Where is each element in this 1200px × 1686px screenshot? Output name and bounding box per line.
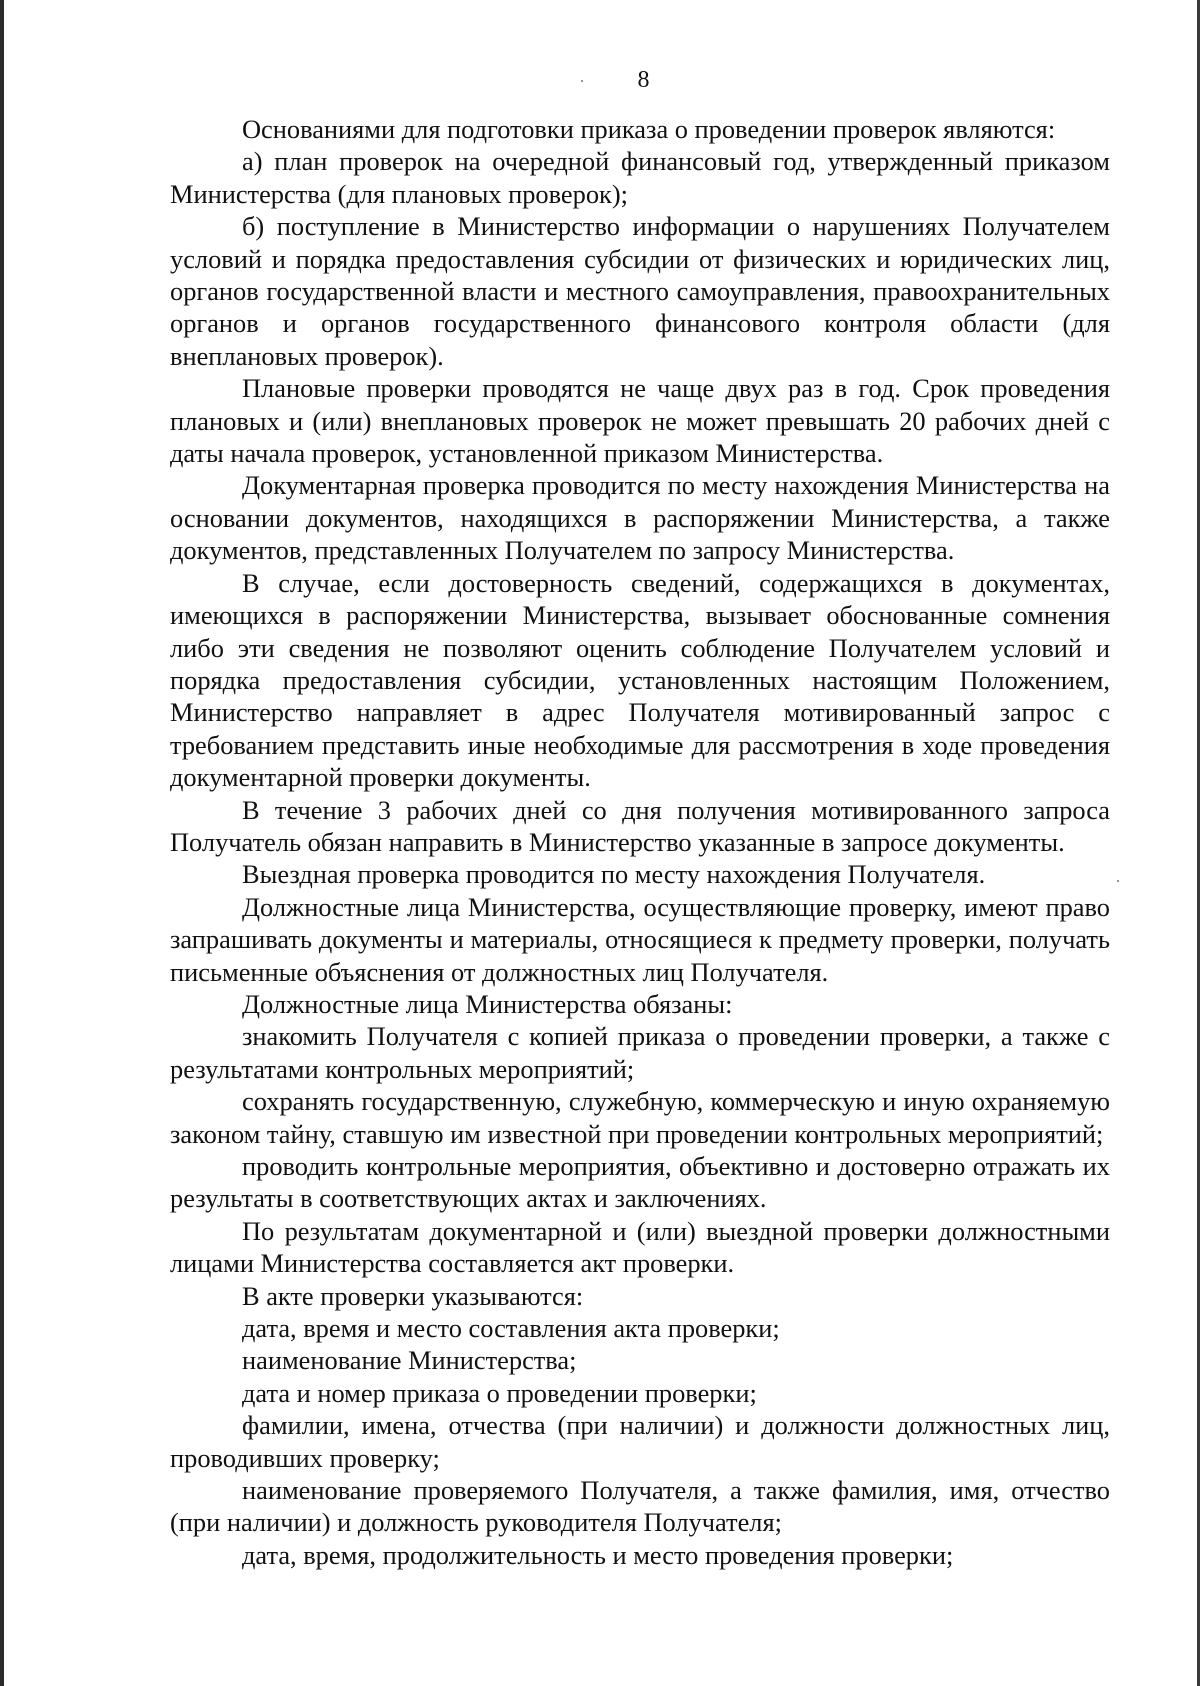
paragraph: По результатам документарной и (или) выездной проверки должностными лицами Министерства составляется акт проверки.: [170, 1215, 1110, 1279]
paragraph: Документарная проверка проводится по месту нахождения Министерства на основании документов, находящихся в распоряжении Министерства, а также документов, представленных Получателем по запросу Министерства.: [170, 470, 1110, 566]
paragraph: наименование Министерства;: [242, 1345, 577, 1376]
paragraph: дата, время, продолжительность и место проведения проверки;: [242, 1539, 954, 1570]
page-number: 8: [637, 67, 650, 93]
paragraph: Должностные лица Министерства, осуществляющие проверку, имеют право запрашивать документы и материалы, относящиеся к предмету проверки, получать письменные объяснения от должностных лиц Получателя.: [170, 891, 1110, 987]
paragraph: дата, время и место составления акта проверки;: [242, 1313, 780, 1344]
paragraph: б) поступление в Министерство информации о нарушениях Получателем условий и порядка предоставления субсидии от физических и юридических лиц, органов государственной власти и местного самоуправления, правоохранительных органов и органов государственного финансового контроля области (для внеплановых проверок).: [170, 211, 1110, 371]
scan-edge-left: [0, 0, 4, 1686]
paragraph: Должностные лица Министерства обязаны:: [242, 988, 733, 1019]
paragraph: В случае, если достоверность сведений, содержащихся в документах, имеющихся в распоряжении Министерства, вызывает обоснованные сомнения либо эти сведения не позволяют оценить соблюдение Получателем условий и порядка предоставления субсидии, установленных настоящим Положением, Министерство направляет в адрес Получателя мотивированный запрос с требованием представить иные необходимые для рассмотрения в ходе проведения документарной проверки документы.: [170, 567, 1110, 793]
paragraph: Основаниями для подготовки приказа о проведении проверок являются:: [242, 114, 1056, 144]
paragraph: наименование проверяемого Получателя, а также фамилия, имя, отчество (при наличии) и должность руководителя Получателя;: [170, 1475, 1110, 1538]
paragraph: а) план проверок на очередной финансовый год, утвержденный приказом Министерства (для плановых проверок);: [170, 146, 1110, 209]
paragraph: знакомить Получателя с копией приказа о проведении проверки, а также с результатами контрольных мероприятий;: [170, 1021, 1110, 1084]
paragraph: сохранять государственную, служебную, коммерческую и иную охраняемую законом тайну, ставшую им известной при проведении контрольных мероприятий;: [170, 1086, 1110, 1149]
paragraph: проводить контрольные мероприятия, объективно и достоверно отражать их результаты в соответствующих актах и заключениях.: [170, 1151, 1110, 1214]
scan-speck: [1117, 880, 1119, 882]
paragraph: В течение 3 рабочих дней со дня получения мотивированного запроса Получатель обязан направить в Министерство указанные в запросе документы.: [170, 794, 1110, 857]
paragraph: фамилии, имена, отчества (при наличии) и должности должностных лиц, проводивших проверку;: [170, 1410, 1110, 1473]
paragraph: В акте проверки указываются:: [242, 1280, 584, 1311]
paragraph: Плановые проверки проводятся не чаще двух раз в год. Срок проведения плановых и (или) внеплановых проверок не может превышать 20 рабочих дней с даты начала проверок, установленной приказом Министерства.: [170, 373, 1110, 469]
paragraph: дата и номер приказа о проведении проверки;: [242, 1377, 757, 1408]
paragraph: Выездная проверка проводится по месту нахождения Получателя.: [242, 859, 986, 890]
document-body: [170, 113, 1110, 1571]
